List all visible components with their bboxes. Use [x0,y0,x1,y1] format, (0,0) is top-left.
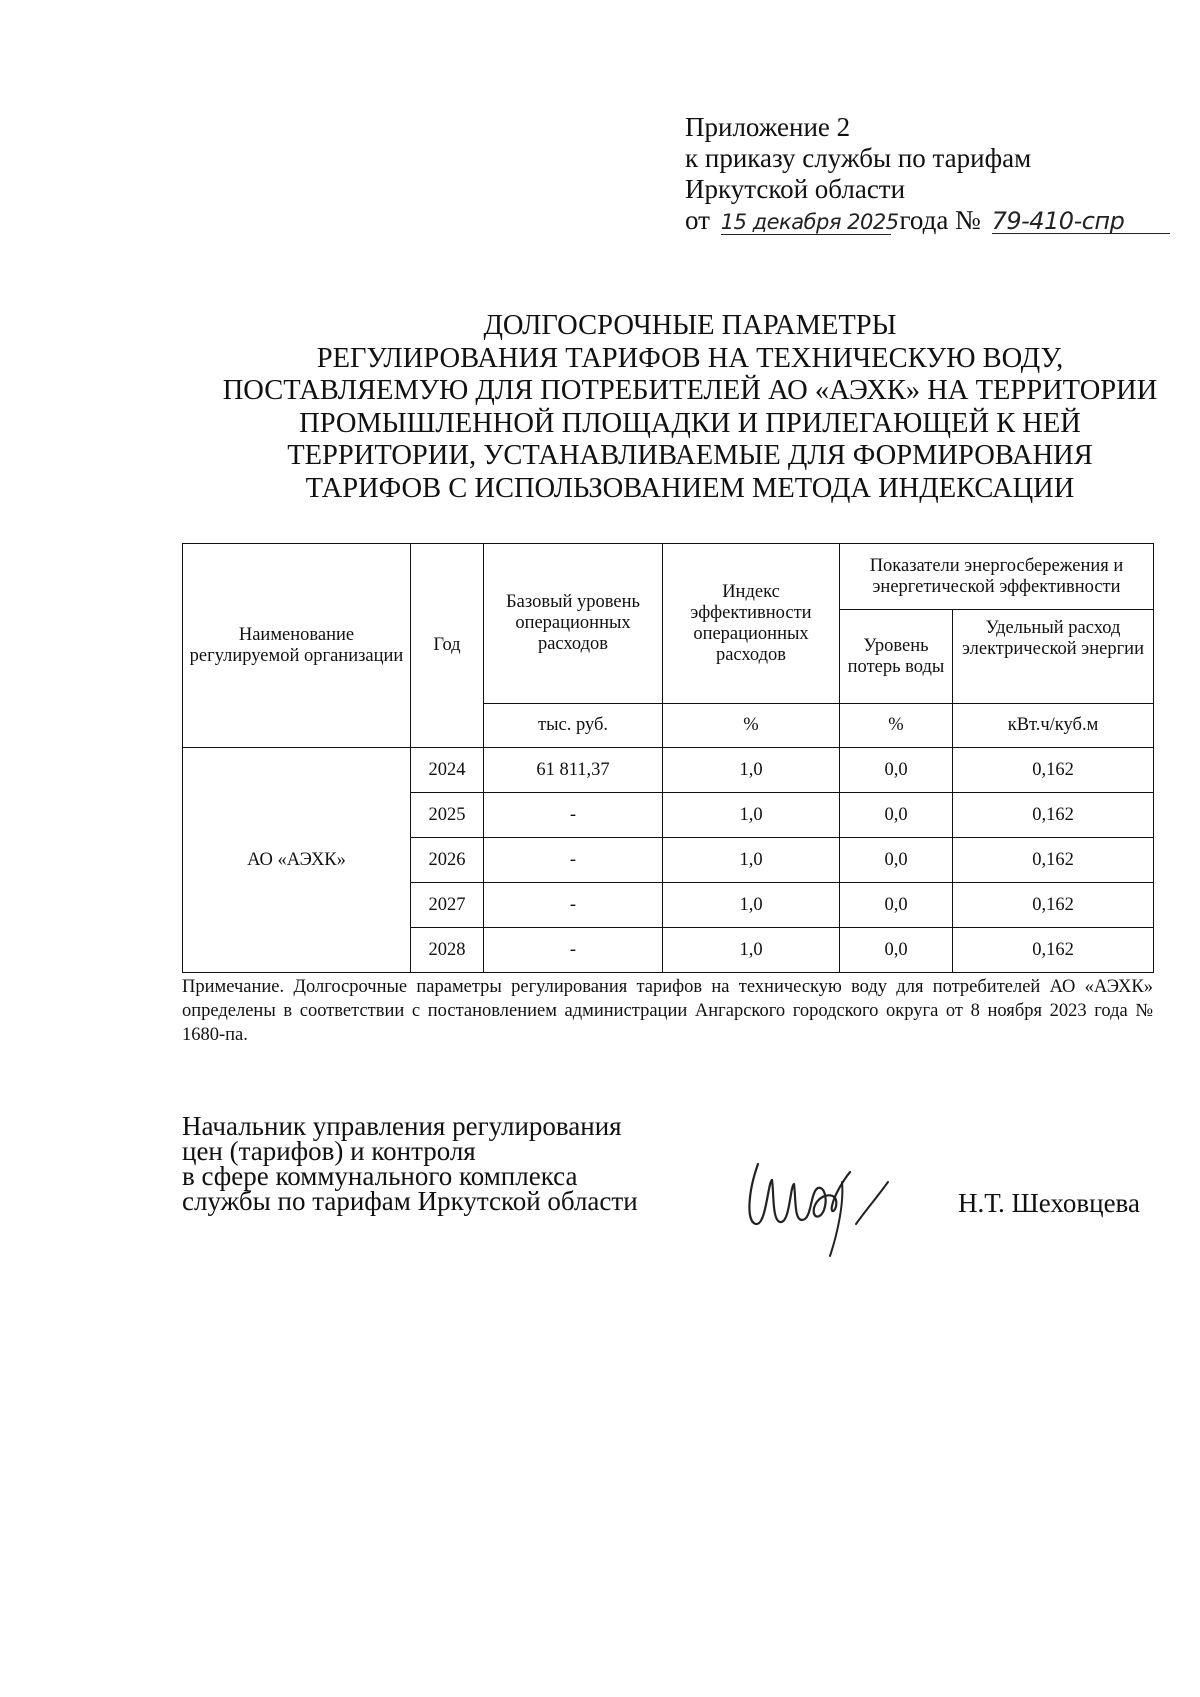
from-label: от [685,205,710,235]
position-line: в сфере коммунального комплекса [182,1161,578,1191]
document-title [190,310,1190,505]
water-losses-cell: 0,0 [840,928,953,973]
parameters-table [182,543,1154,973]
signatory-position [182,1111,638,1216]
unit-base-level: тыс. руб. [484,704,663,748]
power-consumption-cell: 0,162 [953,748,1154,793]
header-power-consumption: Удельный расход электрической энергии [953,610,1154,704]
appendix-order-ref: к приказу службы по тарифам [685,143,1032,173]
header-water-losses: Уровень потерь воды [840,610,953,704]
header-year: Год [411,544,484,748]
handwritten-date: 15 декабря 2025 [720,210,899,234]
title-line: ТЕРРИТОРИИ, УСТАНАВЛИВАЕМЫЕ ДЛЯ ФОРМИРОВАНИЯ [287,440,1093,471]
water-losses-cell: 0,0 [840,883,953,928]
title-line: ТАРИФОВ С ИСПОЛЬЗОВАНИЕМ МЕТОДА ИНДЕКСАЦИИ [305,472,1075,504]
power-consumption-cell: 0,162 [953,838,1154,883]
title-line: ДОЛГОСРОЧНЫЕ ПАРАМЕТРЫ [483,310,897,341]
table-row [183,748,1154,793]
water-losses-cell: 0,0 [840,793,953,838]
water-losses-cell: 0,0 [840,748,953,793]
unit-power-consumption: кВт.ч/куб.м [953,704,1154,748]
year-number-label: года № [899,205,981,235]
position-line: цен (тарифов) и контроля [182,1136,476,1166]
efficiency-index-cell: 1,0 [663,793,840,838]
base-level-cell: 61 811,37 [484,748,663,793]
power-consumption-cell: 0,162 [953,883,1154,928]
appendix-header [685,112,1170,236]
handwritten-order-number: 79-410-спр [992,209,1170,234]
appendix-region: Иркутской области [685,174,906,204]
base-level-cell: - [484,928,663,973]
efficiency-index-cell: 1,0 [663,748,840,793]
power-consumption-cell: 0,162 [953,928,1154,973]
handwritten-signature [738,1152,928,1262]
efficiency-index-cell: 1,0 [663,838,840,883]
year-cell: 2027 [411,883,484,928]
signer-name: Н.Т. Шеховцева [958,1188,1140,1218]
organization-cell: АО «АЭХК» [183,748,411,973]
year-cell: 2024 [411,748,484,793]
title-line: ПРОМЫШЛЕННОЙ ПЛОЩАДКИ И ПРИЛЕГАЮЩЕЙ К НЕЙ [299,407,1081,439]
water-losses-cell: 0,0 [840,838,953,883]
unit-efficiency-index: % [663,704,840,748]
base-level-cell: - [484,838,663,883]
table-note: Примечание. Долгосрочные параметры регулирования тарифов на техническую воду для потребителей АО «АЭХК» определены в соответствии с постановлением администрации Ангарского городского округа от 8 ноября 2023 года № 1680-па. [182,977,1153,1045]
efficiency-index-cell: 1,0 [663,928,840,973]
position-line: службы по тарифам Иркутской области [182,1186,638,1216]
power-consumption-cell: 0,162 [953,793,1154,838]
base-level-cell: - [484,793,663,838]
header-energy-group: Показатели энергосбережения и энергетической эффективности [840,544,1154,610]
title-line: ПОСТАВЛЯЕМУЮ ДЛЯ ПОТРЕБИТЕЛЕЙ АО «АЭХК» НА ТЕРРИТОРИИ [222,375,1158,406]
unit-water-losses: % [840,704,953,748]
year-cell: 2026 [411,838,484,883]
title-line: РЕГУЛИРОВАНИЯ ТАРИФОВ НА ТЕХНИЧЕСКУЮ ВОДУ, [316,342,1064,374]
appendix-date-line [685,205,1170,236]
header-efficiency-index: Индекс эффективности операционных расходов [663,544,840,704]
base-level-cell: - [484,883,663,928]
year-cell: 2028 [411,928,484,973]
efficiency-index-cell: 1,0 [663,883,840,928]
header-organization: Наименование регулируемой организации [183,544,411,748]
header-base-level: Базовый уровень операционных расходов [484,544,663,704]
year-cell: 2025 [411,793,484,838]
position-line: Начальник управления регулирования [182,1111,622,1141]
appendix-title: Приложение 2 [685,112,851,142]
